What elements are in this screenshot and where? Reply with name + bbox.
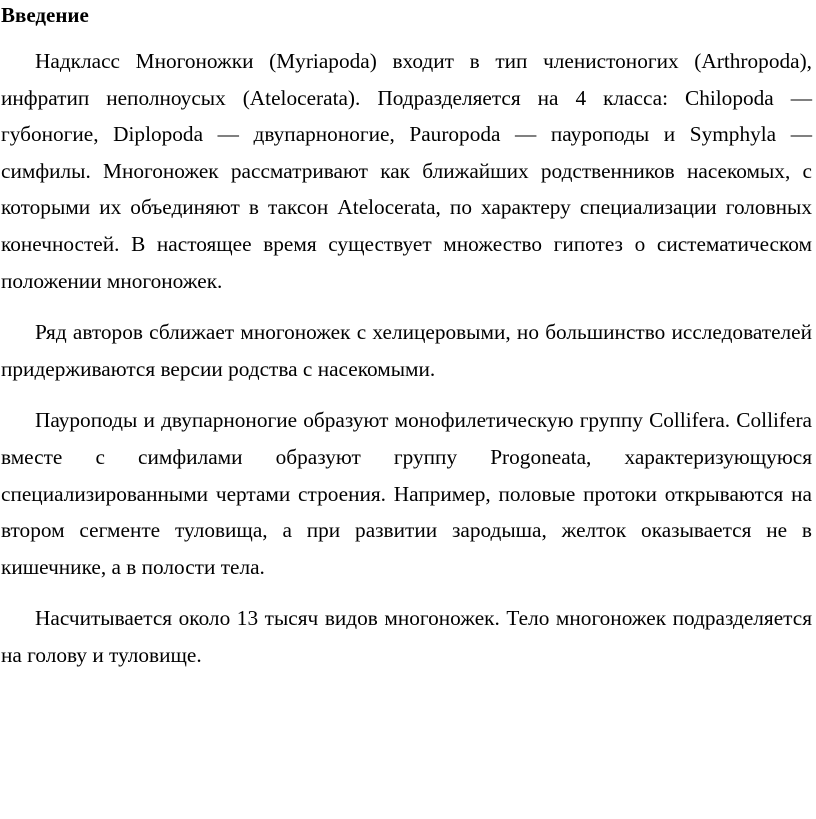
paragraph-collifera-progoneata: Пауроподы и двупарноногие образуют монофилетическую группу Collifera. Collifera вместе с симфилами образуют группу Progoneata, характеризующуюся специализированными чертами строения. Например, половые протоки открываются на втором сегменте туловища, а при развитии зародыша, желток оказывается не в кишечнике, а в полости тела. (1, 408, 812, 579)
paragraph-species-count: Насчитывается около 13 тысяч видов многоножек. Тело многоножек подразделяется на голову и туловище. (1, 606, 812, 667)
document-heading: Введение (1, 3, 89, 27)
paragraph-relationship-hypotheses: Ряд авторов сближает многоножек с хелицеровыми, но большинство исследователей придерживаются версии родства с насекомыми. (1, 320, 812, 381)
paragraph-myriapoda-classification: Надкласс Многоножки (Myriapoda) входит в тип членистоногих (Arthropoda), инфратип неполноусых (Atelocerata). Подразделяется на 4 класса: Chilopoda — губоногие, Diplopoda — двупарноногие, Pauropoda — пауроподы и Symphyla — симфилы. Многоножек рассматривают как ближайших родственников насекомых, с которыми их объединяют в таксон Atelocerata, по характеру специализации головных конечностей. В настоящее время существует множество гипотез о систематическом положении многоножек. (1, 49, 812, 293)
